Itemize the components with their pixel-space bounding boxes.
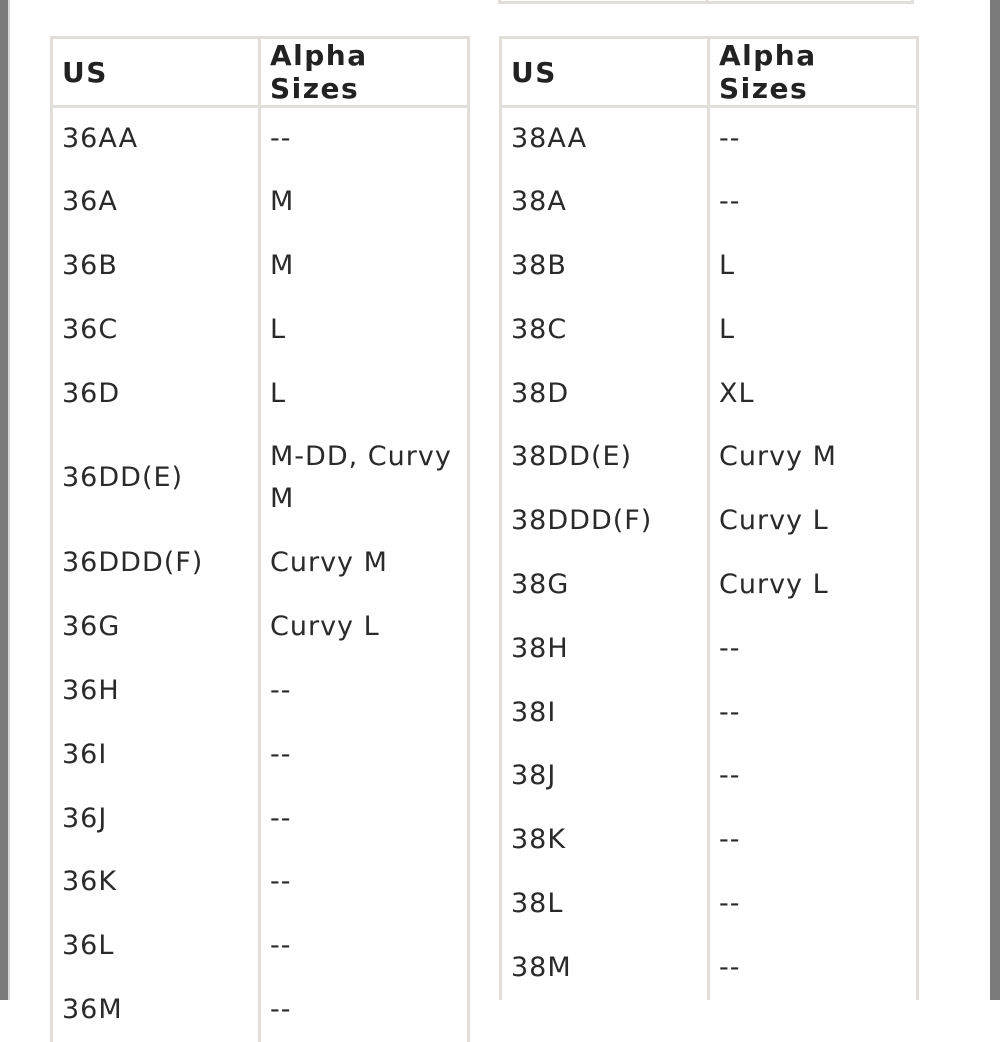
header-alpha-sizes: Alpha Sizes	[260, 38, 469, 107]
header-alpha-sizes: Alpha Sizes	[709, 38, 918, 107]
alpha-size-cell: Curvy L	[709, 489, 918, 553]
us-size-cell: 36J	[52, 787, 260, 851]
us-size-cell: 38J	[501, 744, 709, 808]
alpha-size-cell: Curvy M	[709, 425, 918, 489]
us-size-cell: 36D	[52, 362, 260, 426]
alpha-size-cell: XL	[709, 362, 918, 426]
us-size-cell: 38G	[501, 553, 709, 617]
alpha-size-cell: --	[260, 850, 469, 914]
alpha-size-cell: L	[709, 234, 918, 298]
alpha-size-cell: --	[260, 659, 469, 723]
alpha-size-cell: --	[709, 872, 918, 936]
us-size-cell: 38A	[501, 170, 709, 234]
table-row	[501, 170, 918, 234]
table-row	[501, 298, 918, 362]
alpha-size-cell: L	[709, 298, 918, 362]
table-row	[52, 298, 469, 362]
alpha-size-cell: M	[260, 234, 469, 298]
alpha-size-cell: --	[709, 808, 918, 872]
us-size-cell: 36G	[52, 595, 260, 659]
table-row	[501, 808, 918, 872]
us-size-cell: 36B	[52, 234, 260, 298]
table-row	[501, 489, 918, 553]
alpha-size-cell: Curvy M	[260, 531, 469, 595]
table-row	[501, 872, 918, 936]
alpha-size-cell: Curvy L	[260, 595, 469, 659]
table-row	[52, 107, 469, 171]
alpha-size-cell: --	[260, 723, 469, 787]
us-size-cell: 38D	[501, 362, 709, 426]
alpha-size-cell: --	[709, 936, 918, 1000]
us-size-cell: 36C	[52, 298, 260, 362]
header-us: US	[52, 38, 260, 107]
table-row	[52, 595, 469, 659]
table-row	[52, 425, 469, 531]
table-row	[501, 234, 918, 298]
us-size-cell: 38AA	[501, 107, 709, 171]
table-row	[52, 978, 469, 1042]
us-size-cell: 38L	[501, 872, 709, 936]
us-size-cell: 36I	[52, 723, 260, 787]
table-row	[501, 425, 918, 489]
alpha-size-cell: Curvy L	[709, 553, 918, 617]
window-frame-inner-left	[8, 0, 10, 1000]
alpha-size-cell: --	[260, 978, 469, 1042]
table-row	[52, 659, 469, 723]
alpha-size-cell: --	[709, 107, 918, 171]
alpha-size-cell: --	[709, 744, 918, 808]
table-row	[52, 362, 469, 426]
us-size-cell: 38C	[501, 298, 709, 362]
alpha-size-cell: --	[260, 787, 469, 851]
us-size-cell: 36M	[52, 978, 260, 1042]
us-size-cell: 36L	[52, 914, 260, 978]
us-size-cell: 36K	[52, 850, 260, 914]
alpha-size-cell: M-DD, Curvy M	[260, 425, 469, 531]
table-row	[501, 936, 918, 1000]
table-row	[501, 617, 918, 681]
window-frame-right	[990, 0, 1000, 1000]
us-size-cell: 36H	[52, 659, 260, 723]
table-row	[52, 723, 469, 787]
alpha-size-cell: M	[260, 170, 469, 234]
previous-table-bottom-edge	[498, 0, 914, 4]
us-size-cell: 38H	[501, 617, 709, 681]
us-size-cell: 38K	[501, 808, 709, 872]
table-header-row	[52, 38, 469, 107]
size-table-38	[499, 36, 919, 1000]
table-row	[501, 362, 918, 426]
us-size-cell: 38M	[501, 936, 709, 1000]
table-row	[52, 170, 469, 234]
us-size-cell: 36AA	[52, 107, 260, 171]
header-us: US	[501, 38, 709, 107]
table-row	[52, 234, 469, 298]
us-size-cell: 38B	[501, 234, 709, 298]
table-row	[501, 107, 918, 171]
us-size-cell: 38I	[501, 681, 709, 745]
table-row	[501, 681, 918, 745]
alpha-size-cell: --	[260, 107, 469, 171]
table-row	[501, 553, 918, 617]
table-row	[501, 744, 918, 808]
window-frame-left	[0, 0, 8, 1000]
table-row	[52, 850, 469, 914]
alpha-size-cell: --	[260, 914, 469, 978]
us-size-cell: 36DD(E)	[52, 425, 260, 531]
alpha-size-cell: L	[260, 298, 469, 362]
table-row	[52, 531, 469, 595]
alpha-size-cell: --	[709, 681, 918, 745]
us-size-cell: 36DDD(F)	[52, 531, 260, 595]
alpha-size-cell: --	[709, 617, 918, 681]
table-row	[52, 914, 469, 978]
us-size-cell: 36A	[52, 170, 260, 234]
table-row	[52, 787, 469, 851]
size-table-36	[50, 36, 470, 1042]
table-header-row	[501, 38, 918, 107]
alpha-size-cell: --	[709, 170, 918, 234]
alpha-size-cell: L	[260, 362, 469, 426]
us-size-cell: 38DDD(F)	[501, 489, 709, 553]
us-size-cell: 38DD(E)	[501, 425, 709, 489]
